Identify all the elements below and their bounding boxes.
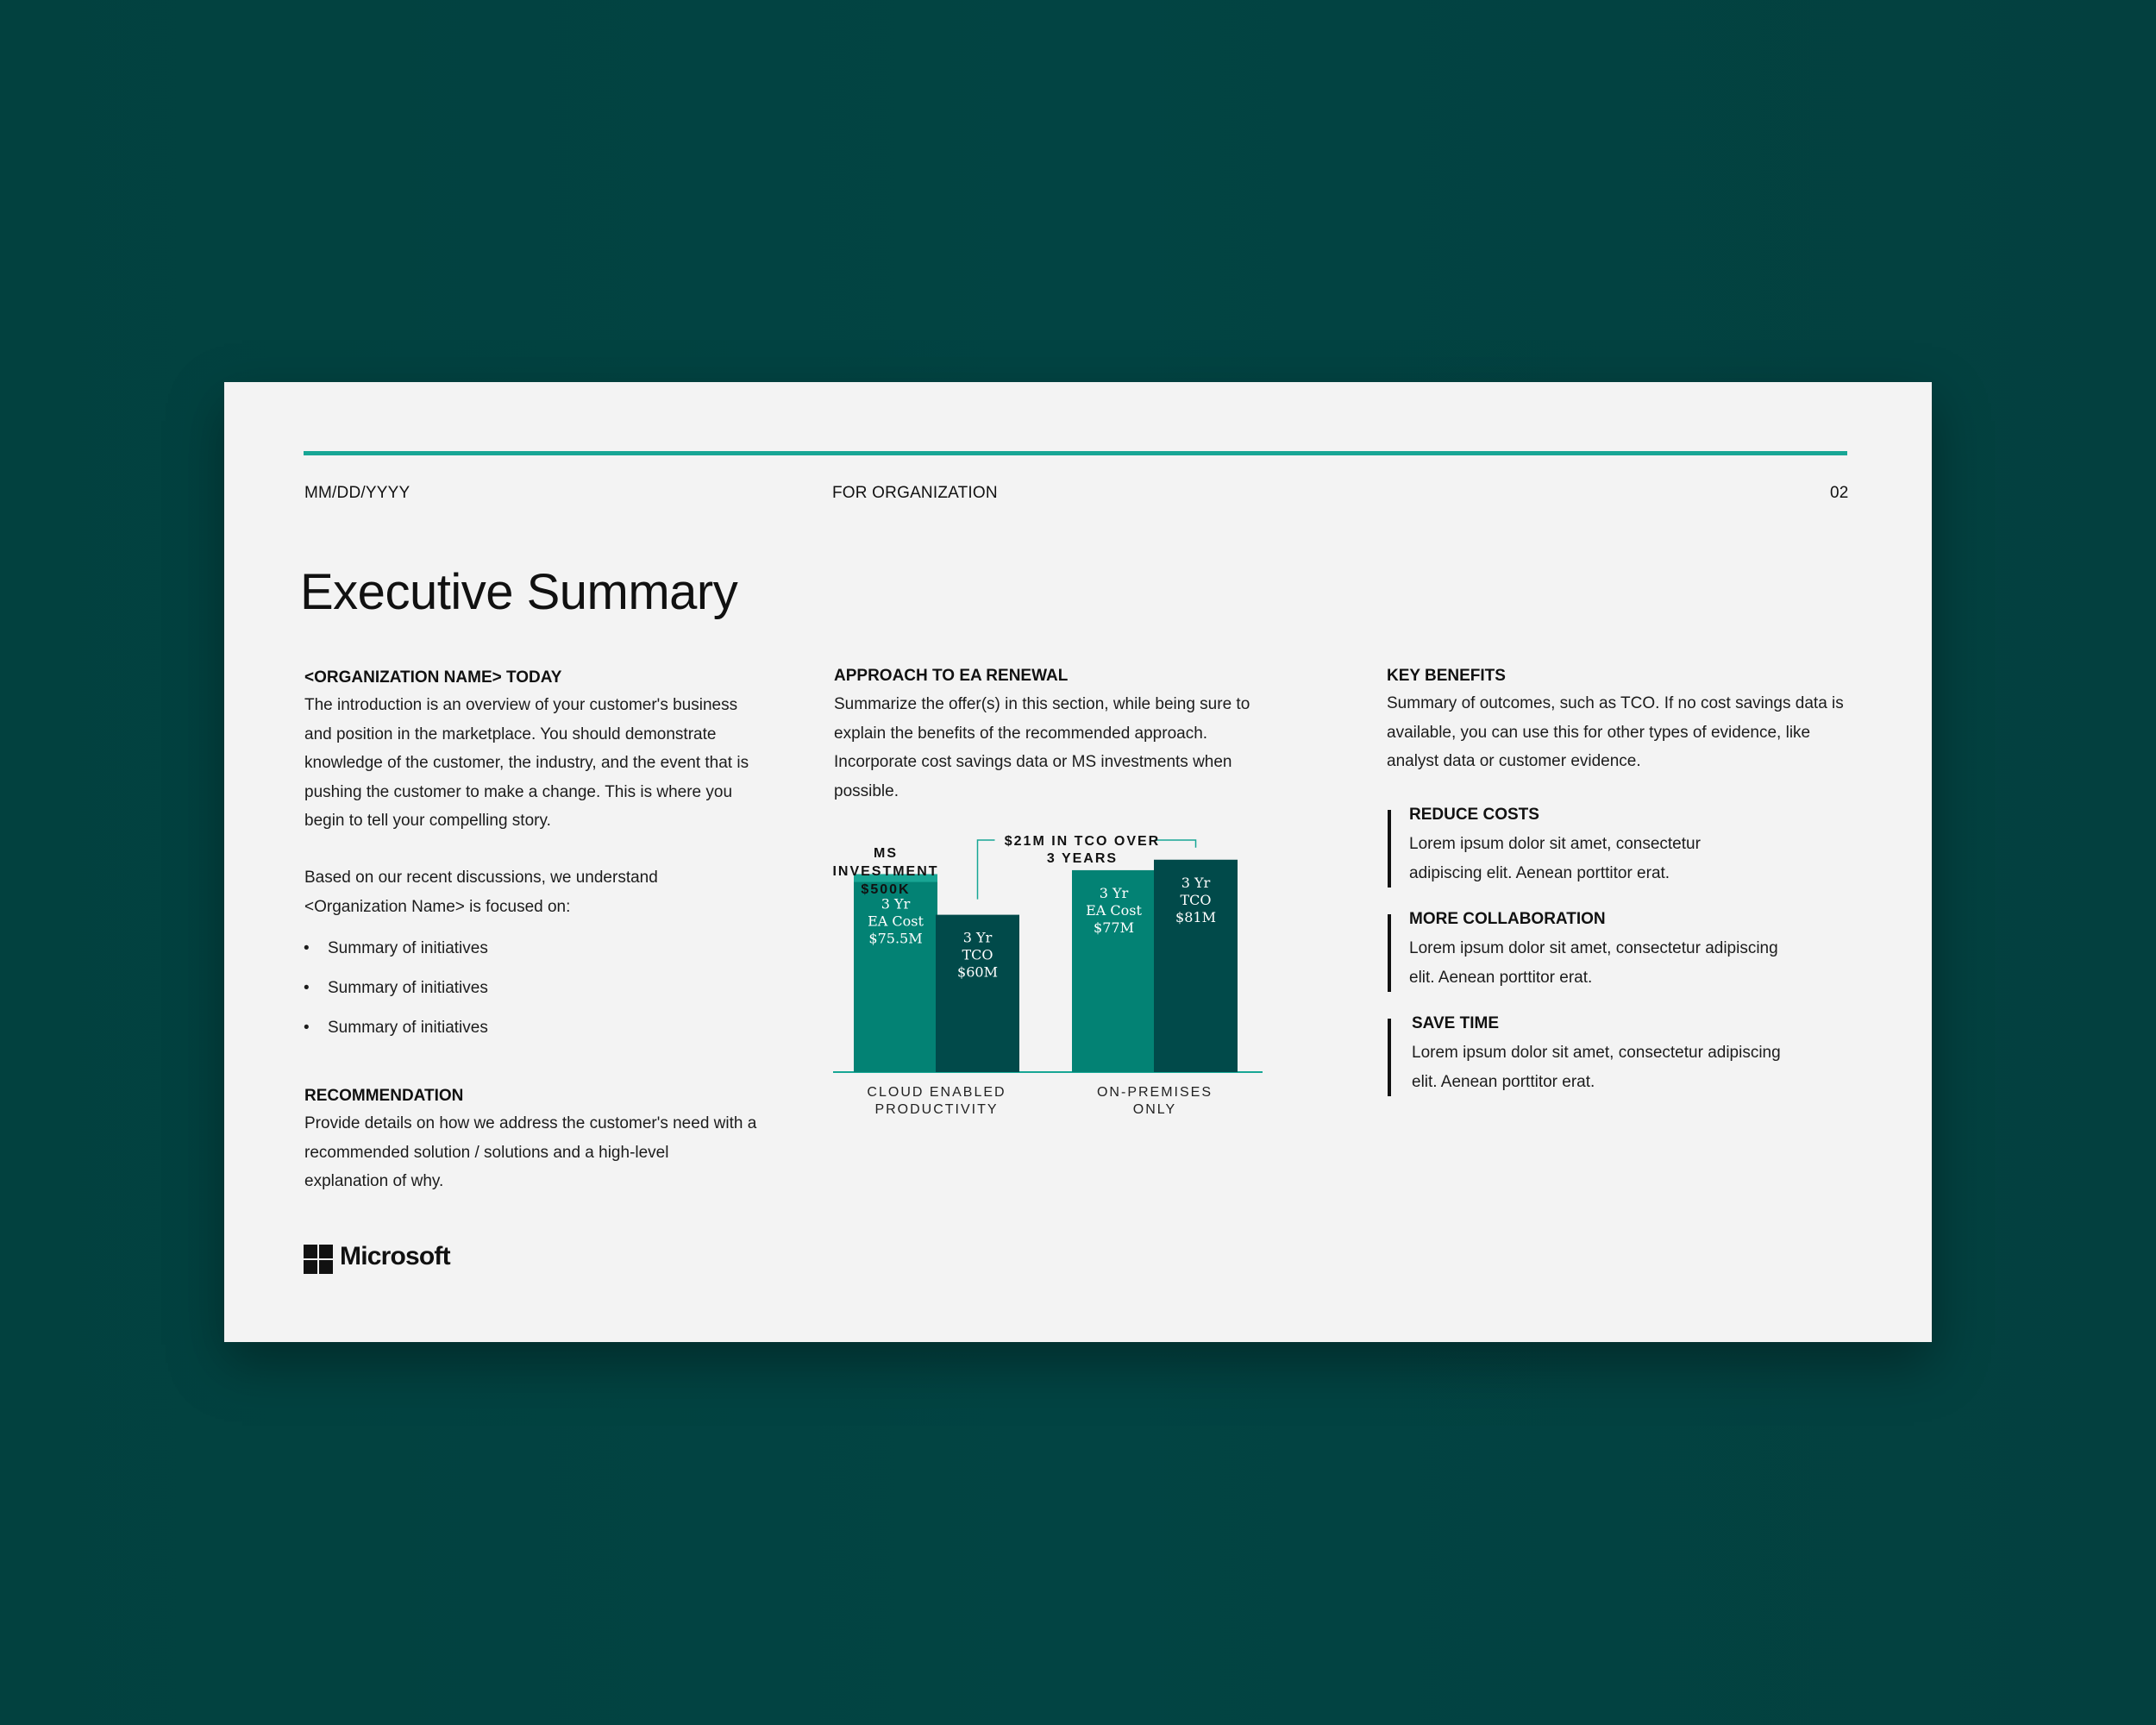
benefit-text (1409, 830, 1701, 888)
benefit-line: Lorem ipsum dolor sit amet, consectetur adipiscing (1412, 1044, 1781, 1062)
tco-bar-chart (828, 835, 1276, 1197)
chart-annotation: $21M IN TCO OVER (1004, 835, 1161, 849)
benefit-accent-bar (1388, 914, 1391, 992)
logo-square-icon (304, 1260, 317, 1274)
recommendation-paragraph (304, 1109, 756, 1196)
intro-line: pushing the customer to make a change. This is where you (304, 782, 733, 801)
approach-line: explain the benefits of the recommended approach. (834, 724, 1208, 743)
chart-bracket-right (1155, 840, 1196, 848)
chart-bar-label: $81M (1175, 908, 1216, 925)
benefit-line: Lorem ipsum dolor sit amet, consectetur (1409, 835, 1701, 853)
focus-paragraph (304, 863, 658, 921)
chart-annotation: INVESTMENT (832, 864, 939, 879)
chart-category-label: CLOUD ENABLED (867, 1085, 1006, 1100)
bullet-icon: • (304, 1019, 310, 1037)
approach-heading: APPROACH TO EA RENEWAL (834, 667, 1069, 685)
chart-annotation: MS (874, 846, 898, 861)
key-benefits-line: analyst data or customer evidence. (1387, 752, 1641, 770)
org-today-heading: <ORGANIZATION NAME> TODAY (304, 668, 562, 687)
chart-bracket-left (978, 840, 995, 900)
approach-paragraph (834, 690, 1250, 806)
slide: MM/DD/YYYY FOR ORGANIZATION 02 Executive Summary <ORGANIZATION NAME> TODAY The introduction is an overview of your customer's business and position in the marketplace. You should demonstrate knowledge of the customer, the industry, and the event that is pushing the customer to make a change. This is where you begin to tell your compelling story. Based on our recent discussions, we understand <Organization Name> is focused on: • Summary of initiatives • Summary of initiatives • Summary of initiatives RECOMMENDATION Provide details on how we address the customer's need with a recommended solution / solutions and a high-level explanation of why. APPROACH TO EA RENEWAL Summarize the offer(s) in this section, while being sure to explain the benefits of the recommended approach. Incorporate cost savings data or MS investments when possible. 3 Yr EA Cost $75.5M 3 Yr TCO $60M 3 Yr EA Cost $77M 3 Yr TCO $81M CLOUD ENABLED PRODUCTIVITY ON-PREMISES ONLY MS INVESTMENT $500K $21M IN TCO OVER 3 YEARS KEY BENEFITS Summary of outcomes, such as TCO. If no cost savings data is available, you can use this for other types of evidence, like analyst data or customer evidence. REDUCE COSTS Lorem ipsum dolor sit amet, consectetur adipiscing elit. Aenean porttitor erat. MORE COLLABORATION Lorem ipsum dolor sit amet, consectetur adipiscing elit. Aenean porttitor erat. SAVE TIME Lorem ipsum dolor sit amet, consectetur adipiscing elit. Aenean porttitor erat. Microsoft (224, 382, 1932, 1342)
benefit-accent-bar (1388, 810, 1391, 888)
key-benefits-paragraph (1387, 689, 1844, 776)
header-for-organization: FOR ORGANIZATION (832, 484, 998, 502)
chart-bar-label: 3 Yr (1181, 874, 1211, 891)
chart-bar-label: TCO (962, 946, 993, 963)
intro-paragraph (304, 691, 749, 836)
key-benefits-line: Summary of outcomes, such as TCO. If no cost savings data is (1387, 694, 1844, 712)
benefit-accent-bar (1388, 1019, 1391, 1096)
approach-line: possible. (834, 781, 899, 800)
benefit-title-save-time: SAVE TIME (1412, 1014, 1499, 1032)
recommendation-line: Provide details on how we address the customer's need with a (304, 1114, 757, 1132)
logo-square-icon (304, 1245, 317, 1258)
benefit-line: adipiscing elit. Aenean porttitor erat. (1409, 863, 1670, 882)
chart-bar-label: TCO (1180, 891, 1212, 908)
header-date: MM/DD/YYYY (304, 484, 411, 502)
logo-wordmark: Microsoft (340, 1242, 450, 1270)
benefit-line: elit. Aenean porttitor erat. (1409, 968, 1593, 987)
benefit-text (1412, 1038, 1781, 1096)
chart-bar-label: 3 Yr (962, 929, 993, 946)
chart-bar-label: 3 Yr (881, 895, 911, 913)
focus-line: <Organization Name> is focused on: (304, 897, 571, 916)
benefit-text (1409, 934, 1778, 992)
chart-annotation: 3 YEARS (1046, 851, 1119, 866)
chart-bar-label: $75.5M (868, 930, 923, 947)
benefit-line: elit. Aenean porttitor erat. (1412, 1072, 1595, 1091)
logo-square-icon (319, 1245, 333, 1258)
recommendation-line: recommended solution / solutions and a high-level (304, 1143, 669, 1162)
chart-bar-label: EA Cost (1086, 901, 1142, 919)
key-benefits-heading: KEY BENEFITS (1387, 667, 1506, 685)
approach-line: Summarize the offer(s) in this section, while being sure to (834, 695, 1250, 713)
logo-square-icon (319, 1260, 333, 1274)
chart-category-label: ONLY (1132, 1102, 1177, 1117)
benefit-line: Lorem ipsum dolor sit amet, consectetur adipiscing (1409, 939, 1778, 957)
header-page-number: 02 (1830, 484, 1849, 502)
accent-rule (304, 451, 1847, 455)
chart-bar-label: EA Cost (868, 913, 924, 930)
chart-bar-label: $60M (957, 963, 998, 981)
chart-bar-label: 3 Yr (1099, 884, 1129, 901)
focus-line: Based on our recent discussions, we understand (304, 869, 658, 887)
page-title: Executive Summary (300, 564, 738, 620)
intro-line: knowledge of the customer, the industry, and the event that is (304, 754, 749, 772)
recommendation-heading: RECOMMENDATION (304, 1087, 464, 1105)
chart-category-label: ON-PREMISES (1096, 1085, 1213, 1100)
bullet-icon: • (304, 979, 310, 997)
bullet-icon: • (304, 939, 310, 957)
approach-line: Incorporate cost savings data or MS investments when (834, 753, 1232, 771)
recommendation-line: explanation of why. (304, 1172, 444, 1190)
chart-category-label: PRODUCTIVITY (874, 1102, 999, 1117)
benefit-title-more-collaboration: MORE COLLABORATION (1409, 910, 1606, 928)
chart-bar-label: $77M (1094, 919, 1134, 936)
intro-line: and position in the marketplace. You should demonstrate (304, 724, 717, 743)
intro-line: The introduction is an overview of your customer's business (304, 696, 738, 714)
intro-line: begin to tell your compelling story. (304, 812, 551, 830)
benefit-title-reduce-costs: REDUCE COSTS (1409, 806, 1539, 824)
chart-annotation: $500K (861, 882, 911, 897)
key-benefits-line: available, you can use this for other types of evidence, like (1387, 723, 1811, 742)
